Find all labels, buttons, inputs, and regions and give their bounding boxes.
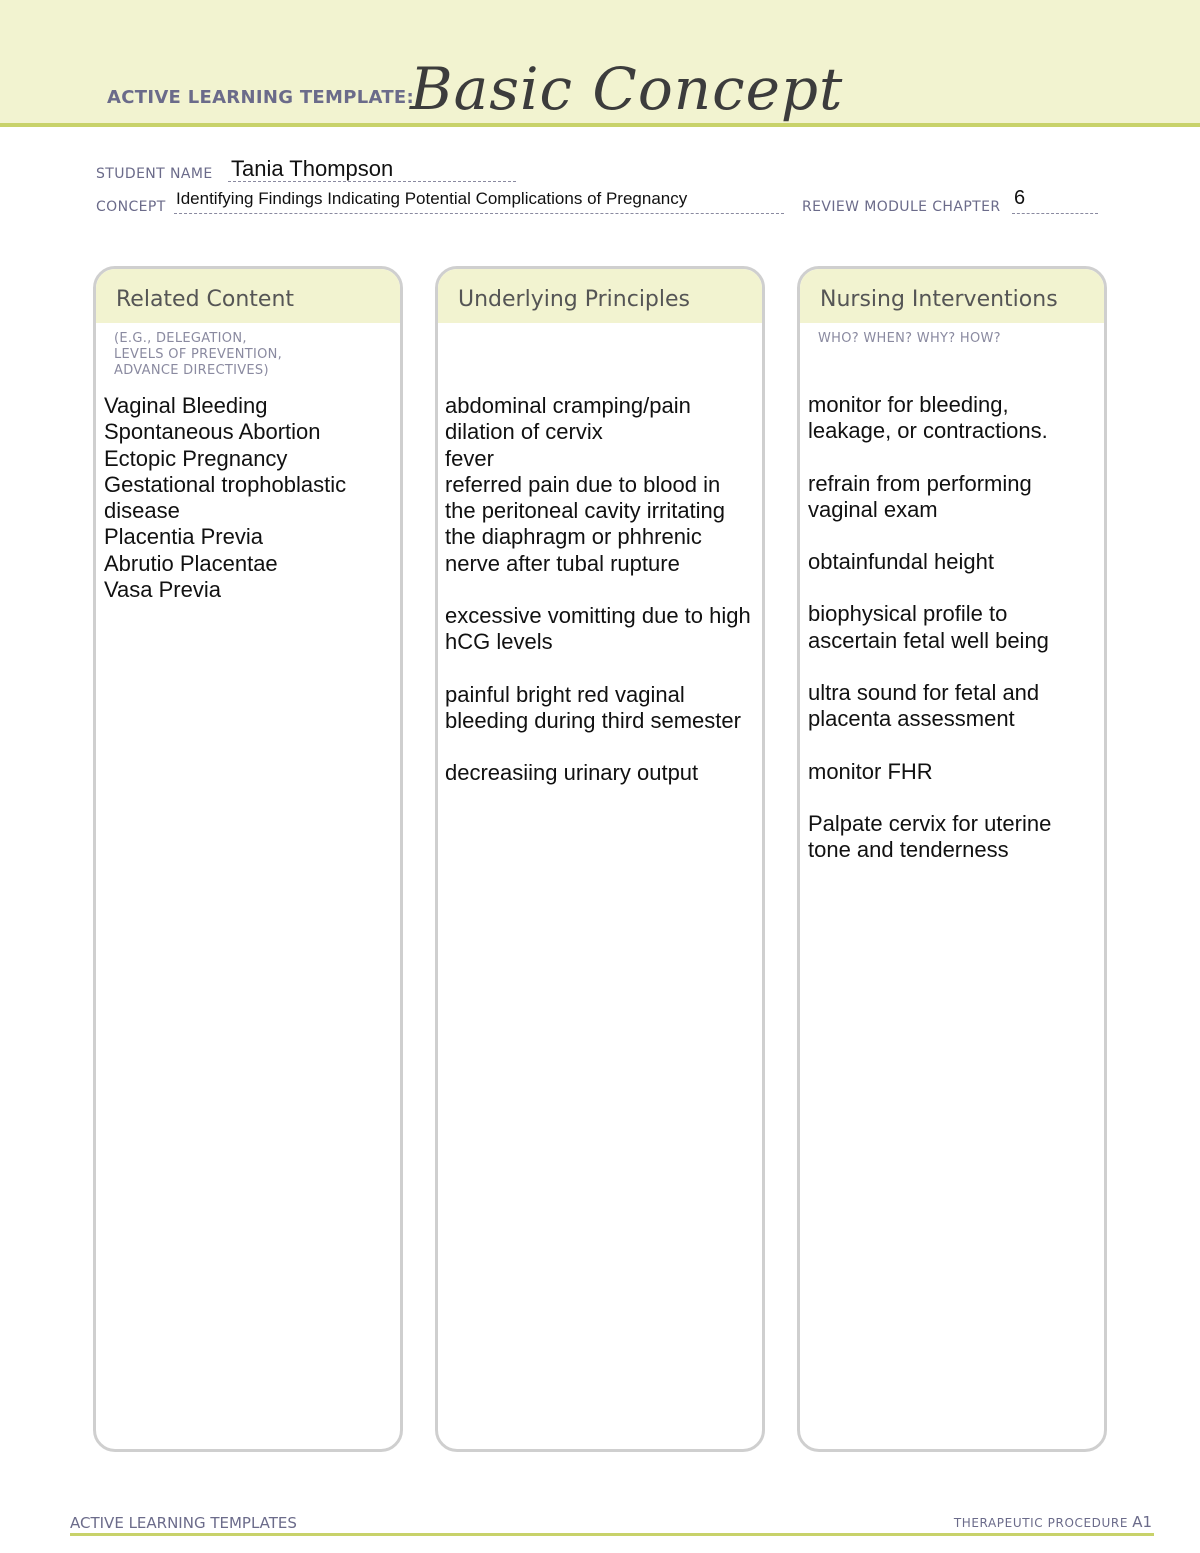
list-gap	[808, 733, 1083, 759]
subtitle-line: LEVELS OF PREVENTION,	[114, 347, 283, 362]
list-item: Gestational trophoblastic disease	[104, 471, 353, 524]
list-item: Vasa Previa	[104, 577, 221, 603]
list-item: excessive vomitting due to high hCG levels	[445, 603, 757, 655]
student-name-value[interactable]: Tania Thompson	[231, 156, 394, 181]
list-item: decreasiing urinary output	[445, 760, 699, 786]
list-item: fever	[445, 445, 494, 471]
list-item: Palpate cervix for uterine tone and tenderness	[808, 810, 1058, 863]
template-title: Basic Concept	[410, 55, 844, 123]
student-name-label: STUDENT NAME	[96, 166, 213, 182]
list-item: Placentia Previa	[104, 524, 263, 550]
underlying-principles-panel	[435, 266, 765, 1452]
list-gap	[808, 575, 1083, 601]
list-item: dilation of cervix	[445, 419, 603, 445]
list-gap	[808, 785, 1083, 811]
list-gap	[445, 656, 755, 682]
list-gap	[445, 734, 755, 760]
subtitle-line: ADVANCE DIRECTIVES)	[114, 363, 269, 378]
list-item: Spontaneous Abortion	[104, 419, 321, 445]
underlying-principles-list[interactable]	[445, 393, 755, 787]
template-label: ACTIVE LEARNING TEMPLATE:	[107, 87, 414, 108]
list-item: painful bright red vaginal bleeding during third semester	[445, 681, 741, 733]
concept-line	[174, 213, 784, 214]
review-chapter-line	[1012, 213, 1098, 214]
list-item: obtainfundal height	[808, 549, 994, 575]
header-rule	[0, 123, 1200, 127]
footer-page-number: A1	[1132, 1513, 1152, 1531]
footer-right-label: THERAPEUTIC PROCEDURE	[953, 1516, 1128, 1530]
list-item: monitor FHR	[808, 758, 933, 784]
nursing-interventions-panel	[797, 266, 1107, 1452]
list-item: ultra sound for fetal and placenta assessment	[808, 680, 1046, 732]
list-item: refrain from performing vaginal exam	[808, 470, 1038, 522]
review-chapter-value[interactable]: 6	[1014, 187, 1026, 209]
concept-value[interactable]: Identifying Findings Indicating Potential Complications of Pregnancy	[176, 189, 688, 208]
underlying-principles-title: Underlying Principles	[458, 287, 690, 312]
list-item: Ectopic Pregnancy	[104, 445, 288, 471]
nursing-interventions-subtitle	[818, 331, 1001, 347]
related-content-panel	[93, 266, 403, 1452]
list-item: Vaginal Bleeding	[104, 393, 268, 418]
subtitle-line: WHO? WHEN? WHY? HOW?	[818, 331, 1001, 346]
concept-label: CONCEPT	[96, 199, 166, 215]
footer-left-label: ACTIVE LEARNING TEMPLATES	[70, 1514, 297, 1532]
footer-rule	[70, 1533, 1154, 1536]
list-item: referred pain due to blood in the peritoneal cavity irritating the diaphragm or phhrenic nerve after tubal rupture	[445, 471, 732, 576]
subtitle-line: (E.G., DELEGATION,	[114, 331, 247, 346]
list-gap	[808, 523, 1083, 549]
list-item: biophysical profile to ascertain fetal well being	[808, 601, 1049, 653]
nursing-interventions-list[interactable]	[808, 392, 1083, 864]
related-content-title: Related Content	[116, 287, 295, 312]
list-item: abdominal cramping/pain	[445, 393, 691, 418]
list-item: Abrutio Placentae	[104, 550, 278, 576]
list-gap	[808, 445, 1083, 471]
list-gap	[445, 577, 755, 603]
nursing-interventions-title: Nursing Interventions	[820, 287, 1058, 312]
related-content-list[interactable]	[104, 393, 384, 603]
review-chapter-label: REVIEW MODULE CHAPTER	[802, 199, 1001, 215]
list-item: monitor for bleeding, leakage, or contractions.	[808, 392, 1048, 444]
list-gap	[808, 654, 1083, 680]
related-content-subtitle	[114, 331, 282, 379]
